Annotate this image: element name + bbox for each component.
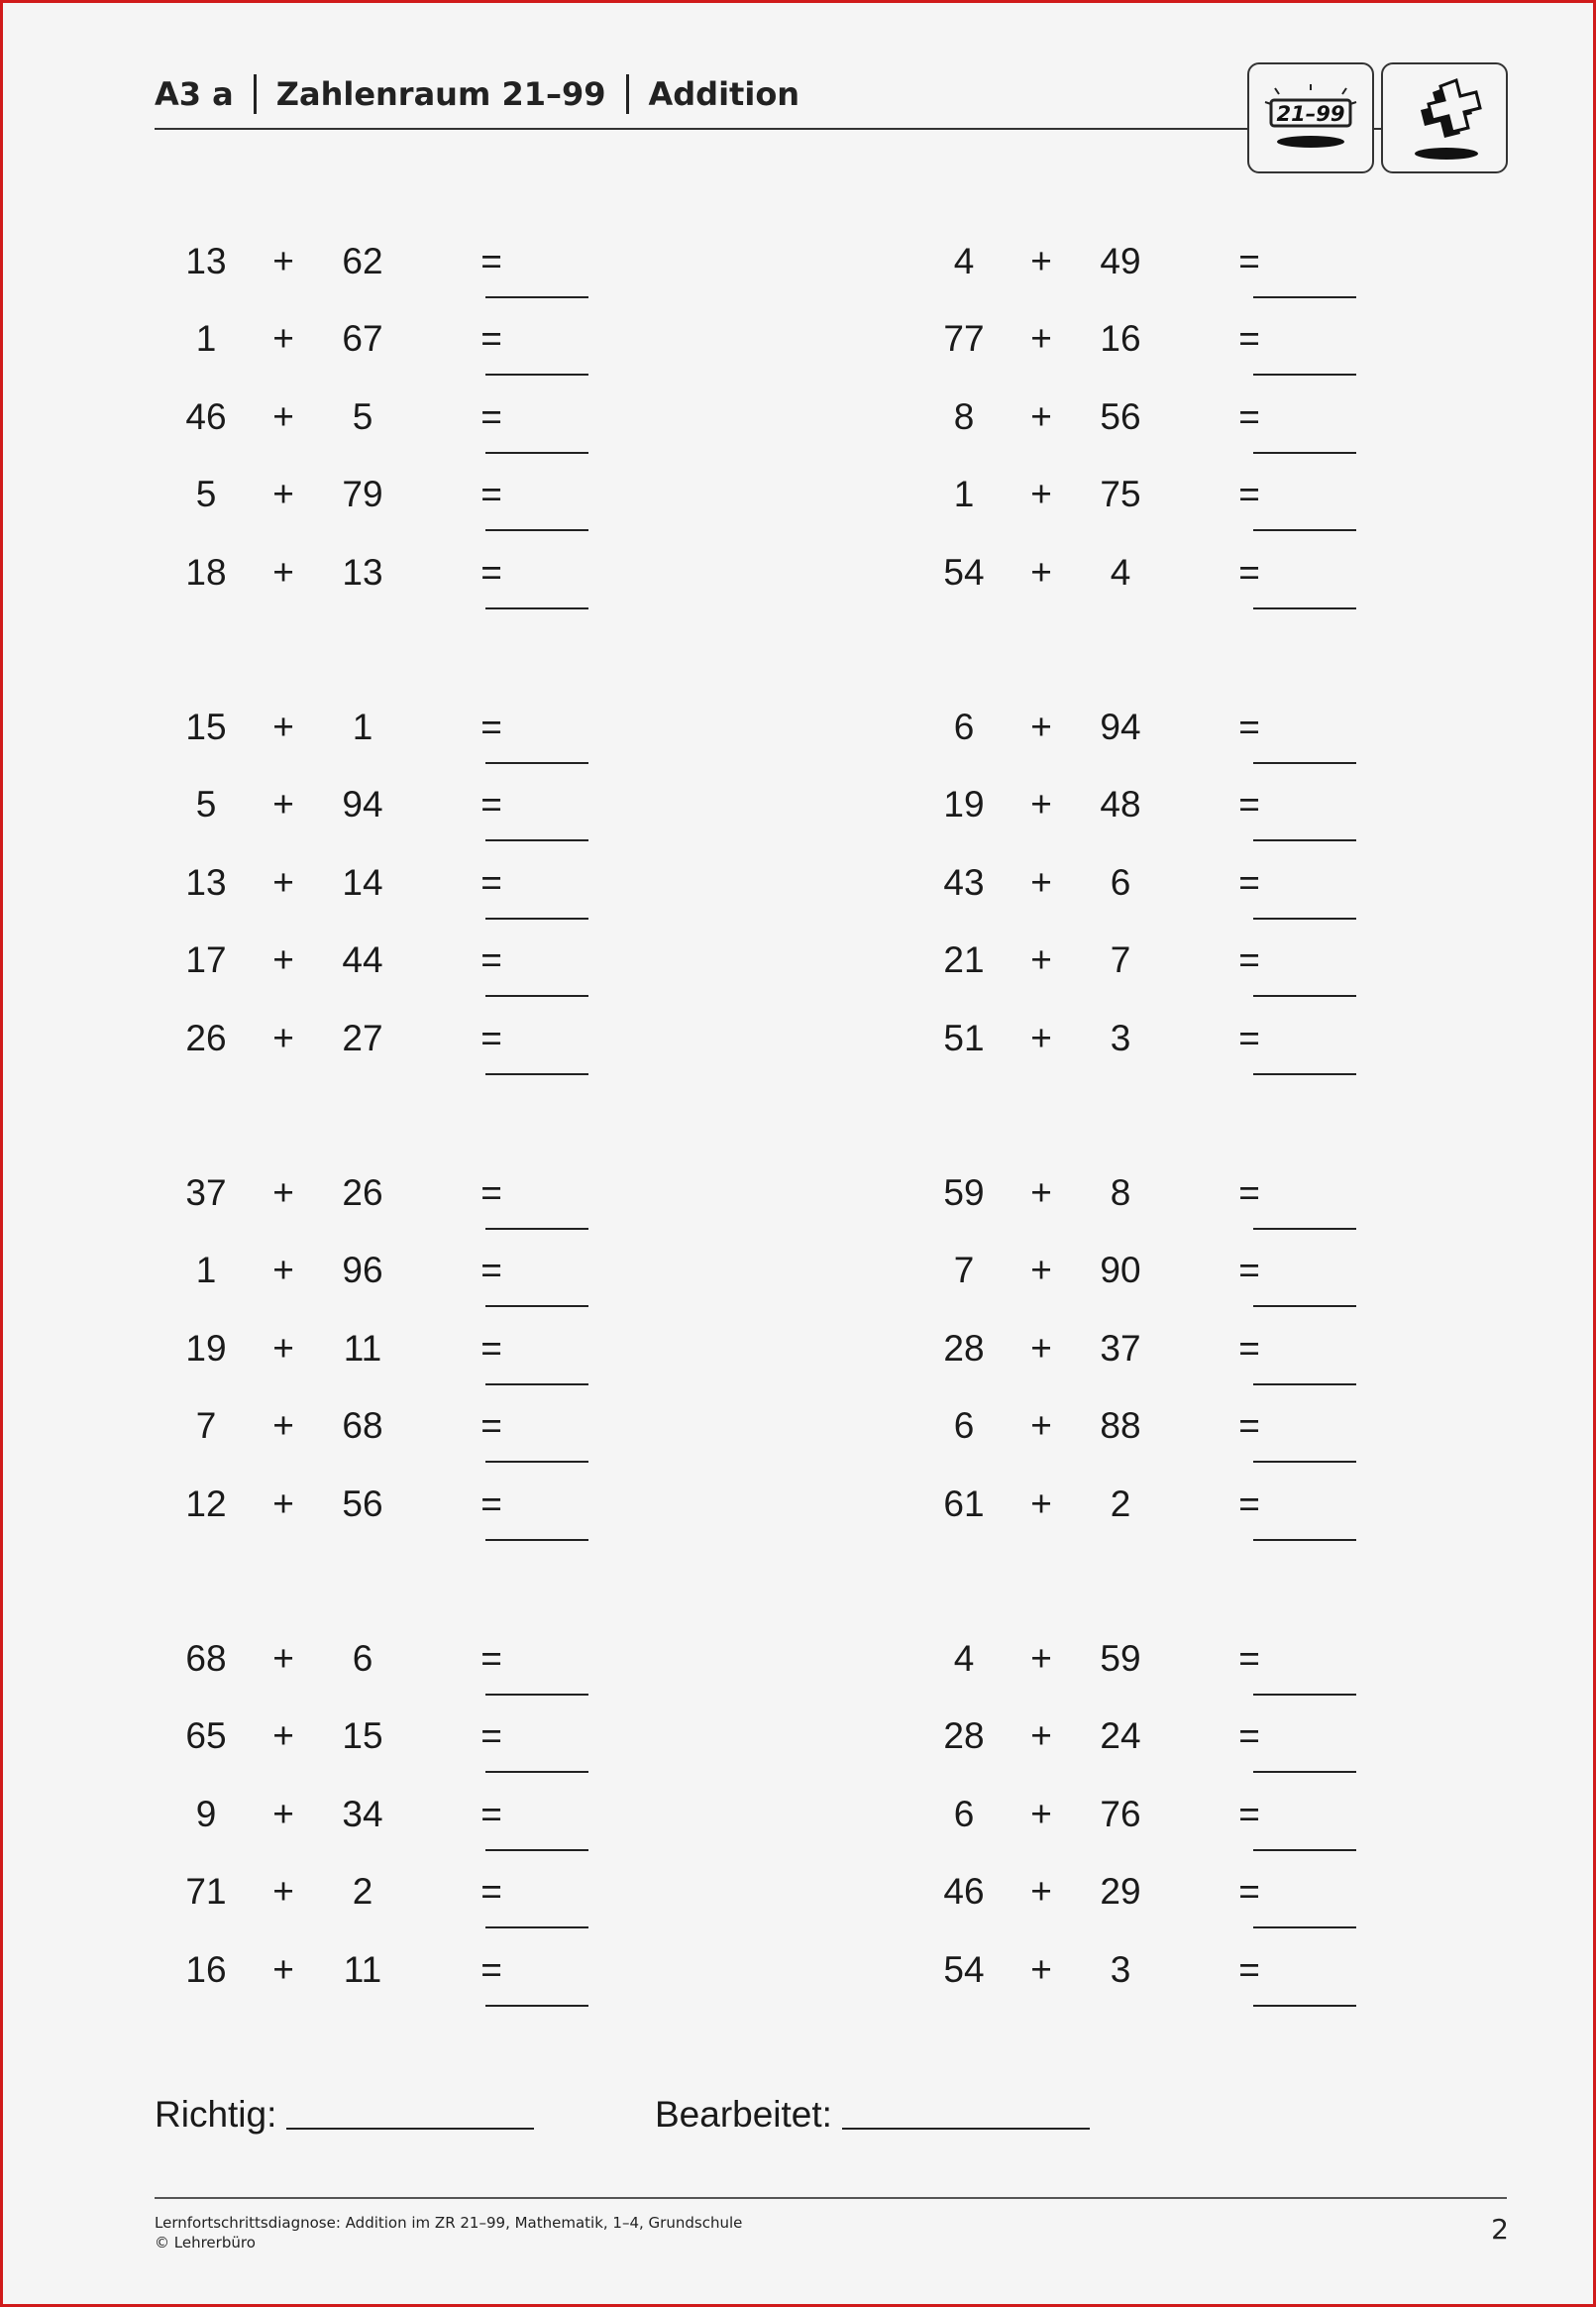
answer-field[interactable] — [1253, 1305, 1356, 1307]
second-addend: 8 — [1110, 1172, 1131, 1213]
addition-task — [166, 309, 602, 369]
done-label: Bearbeitet: — [655, 2094, 832, 2135]
second-addend: 34 — [342, 1794, 383, 1834]
answer-field[interactable] — [485, 2005, 588, 2007]
addition-task — [166, 931, 602, 990]
first-addend: 12 — [185, 1483, 227, 1524]
plus-sign: + — [272, 707, 294, 747]
equals-sign: = — [1238, 1638, 1260, 1679]
equals-sign: = — [1238, 784, 1260, 824]
second-addend: 44 — [342, 939, 383, 980]
plus-sign: + — [272, 396, 294, 437]
first-addend: 1 — [195, 318, 217, 359]
first-addend: 71 — [185, 1871, 227, 1912]
first-addend: 65 — [185, 1715, 227, 1756]
plus-sign: + — [272, 1018, 294, 1058]
second-addend: 24 — [1100, 1715, 1141, 1756]
plus-sign: + — [1030, 552, 1052, 593]
second-addend: 76 — [1100, 1794, 1141, 1834]
equals-sign: = — [1238, 939, 1260, 980]
plus-sign: + — [272, 241, 294, 281]
first-addend: 13 — [185, 241, 227, 281]
addition-task — [924, 775, 1360, 834]
equals-sign: = — [480, 939, 502, 980]
equals-sign: = — [480, 396, 502, 437]
equals-sign: = — [480, 784, 502, 824]
equals-sign: = — [1238, 552, 1260, 593]
answer-field[interactable] — [485, 529, 588, 531]
second-addend: 79 — [342, 474, 383, 514]
correct-summary — [155, 2094, 534, 2136]
addition-task — [166, 1163, 602, 1223]
answer-field[interactable] — [1253, 1926, 1356, 1928]
first-addend: 61 — [943, 1483, 985, 1524]
equals-sign: = — [480, 1483, 502, 1524]
addition-task — [166, 1475, 602, 1534]
plus-sign: + — [272, 474, 294, 514]
first-addend: 18 — [185, 552, 227, 593]
second-addend: 15 — [342, 1715, 383, 1756]
footer-credits — [155, 2213, 742, 2252]
addition-task — [924, 931, 1360, 990]
second-addend: 2 — [352, 1871, 373, 1912]
equals-sign: = — [480, 1638, 502, 1679]
plus-sign: + — [272, 862, 294, 903]
addition-task — [166, 232, 602, 291]
done-count-field[interactable] — [842, 2128, 1090, 2130]
addition-task — [924, 1940, 1360, 2000]
answer-field[interactable] — [485, 296, 588, 298]
answer-field[interactable] — [485, 1383, 588, 1385]
footer-rule — [155, 2197, 1507, 2199]
equals-sign: = — [480, 1949, 502, 1990]
second-addend: 68 — [342, 1405, 383, 1446]
addition-task — [924, 309, 1360, 369]
plus-sign: + — [272, 1328, 294, 1369]
second-addend: 2 — [1110, 1483, 1131, 1524]
addition-task — [924, 1396, 1360, 1456]
equals-sign: = — [1238, 474, 1260, 514]
addition-task — [924, 1475, 1360, 1534]
first-addend: 4 — [953, 241, 975, 281]
answer-field[interactable] — [485, 918, 588, 920]
first-addend: 7 — [195, 1405, 217, 1446]
plus-sign: + — [1030, 474, 1052, 514]
plus-sign: + — [272, 1638, 294, 1679]
second-addend: 96 — [342, 1250, 383, 1290]
equals-sign: = — [480, 1172, 502, 1213]
answer-field[interactable] — [1253, 374, 1356, 376]
second-addend: 27 — [342, 1018, 383, 1058]
answer-field[interactable] — [485, 1849, 588, 1851]
plus-sign: + — [272, 1405, 294, 1446]
first-addend: 13 — [185, 862, 227, 903]
answer-field[interactable] — [1253, 607, 1356, 609]
answer-field[interactable] — [485, 1305, 588, 1307]
answer-field[interactable] — [1253, 918, 1356, 920]
plus-sign: + — [1030, 707, 1052, 747]
first-addend: 16 — [185, 1949, 227, 1990]
equals-sign: = — [1238, 1483, 1260, 1524]
equals-sign: = — [1238, 1018, 1260, 1058]
first-addend: 26 — [185, 1018, 227, 1058]
plus-sign: + — [1030, 1328, 1052, 1369]
equals-sign: = — [1238, 318, 1260, 359]
equals-sign: = — [480, 1715, 502, 1756]
answer-field[interactable] — [1253, 452, 1356, 454]
equals-sign: = — [1238, 1328, 1260, 1369]
addition-task — [924, 465, 1360, 524]
equals-sign: = — [1238, 1794, 1260, 1834]
page-number: 2 — [1491, 2213, 1509, 2246]
first-addend: 54 — [943, 552, 985, 593]
plus-sign: + — [1030, 1949, 1052, 1990]
equals-sign: = — [1238, 1949, 1260, 1990]
first-addend: 19 — [185, 1328, 227, 1369]
second-addend: 4 — [1110, 552, 1131, 593]
second-addend: 90 — [1100, 1250, 1141, 1290]
addition-task — [924, 1629, 1360, 1689]
plus-sign: + — [272, 1172, 294, 1213]
first-addend: 59 — [943, 1172, 985, 1213]
first-addend: 28 — [943, 1715, 985, 1756]
first-addend: 9 — [195, 1794, 217, 1834]
plus-sign: + — [272, 1871, 294, 1912]
addition-task — [924, 698, 1360, 757]
addition-task — [924, 853, 1360, 913]
first-addend: 43 — [943, 862, 985, 903]
answer-field[interactable] — [1253, 1539, 1356, 1541]
equals-sign: = — [1238, 1715, 1260, 1756]
plus-sign: + — [1030, 939, 1052, 980]
addition-task — [166, 853, 602, 913]
second-addend: 29 — [1100, 1871, 1141, 1912]
second-addend: 26 — [342, 1172, 383, 1213]
second-addend: 11 — [343, 1328, 382, 1369]
equals-sign: = — [480, 1405, 502, 1446]
first-addend: 8 — [953, 396, 975, 437]
addition-task — [166, 1241, 602, 1300]
second-addend: 94 — [342, 784, 383, 824]
equals-sign: = — [480, 707, 502, 747]
plus-sign: + — [1030, 1405, 1052, 1446]
addition-task — [924, 1241, 1360, 1300]
addition-task — [924, 1862, 1360, 1922]
answer-field[interactable] — [1253, 1694, 1356, 1696]
answer-field[interactable] — [485, 1771, 588, 1773]
plus-sign: + — [272, 1949, 294, 1990]
first-addend: 1 — [953, 474, 975, 514]
answer-field[interactable] — [485, 1539, 588, 1541]
answer-field[interactable] — [1253, 2005, 1356, 2007]
addition-task — [924, 1706, 1360, 1766]
addition-task — [166, 465, 602, 524]
footer-source: Lernfortschrittsdiagnose: Addition im ZR 21–99, Mathematik, 1–4, Grundschule — [155, 2214, 743, 2232]
second-addend: 88 — [1100, 1405, 1141, 1446]
equals-sign: = — [1238, 707, 1260, 747]
plus-sign: + — [1030, 1638, 1052, 1679]
answer-field[interactable] — [1253, 1073, 1356, 1075]
answer-field[interactable] — [485, 839, 588, 841]
second-addend: 16 — [1100, 318, 1141, 359]
first-addend: 46 — [943, 1871, 985, 1912]
plus-sign: + — [1030, 241, 1052, 281]
plus-sign: + — [1030, 1871, 1052, 1912]
plus-sign: + — [272, 1794, 294, 1834]
plus-sign: + — [272, 1715, 294, 1756]
first-addend: 77 — [943, 318, 985, 359]
first-addend: 54 — [943, 1949, 985, 1990]
answer-field[interactable] — [485, 1461, 588, 1463]
plus-sign: + — [272, 1483, 294, 1524]
answer-field[interactable] — [485, 607, 588, 609]
first-addend: 6 — [953, 1794, 975, 1834]
plus-sign: + — [272, 1250, 294, 1290]
second-addend: 94 — [1100, 707, 1141, 747]
correct-label: Richtig: — [155, 2094, 277, 2135]
plus-sign: + — [272, 552, 294, 593]
second-addend: 49 — [1100, 241, 1141, 281]
second-addend: 5 — [352, 396, 373, 437]
addition-task — [924, 1009, 1360, 1068]
equals-sign: = — [480, 1018, 502, 1058]
plus-sign: + — [1030, 1715, 1052, 1756]
answer-field[interactable] — [485, 1073, 588, 1075]
addition-task — [166, 775, 602, 834]
first-addend: 5 — [195, 474, 217, 514]
equals-sign: = — [1238, 241, 1260, 281]
number-range-title: Zahlenraum 21–99 — [275, 75, 606, 113]
equals-sign: = — [480, 1794, 502, 1834]
second-addend: 14 — [342, 862, 383, 903]
second-addend: 7 — [1110, 939, 1131, 980]
addition-task — [166, 1785, 602, 1844]
addition-task — [924, 543, 1360, 603]
second-addend: 3 — [1110, 1018, 1131, 1058]
addition-task — [166, 1009, 602, 1068]
equals-sign: = — [480, 862, 502, 903]
plus-sign: + — [1030, 862, 1052, 903]
plus-sign: + — [272, 318, 294, 359]
equals-sign: = — [480, 1328, 502, 1369]
answer-field[interactable] — [1253, 1771, 1356, 1773]
equals-sign: = — [1238, 1405, 1260, 1446]
first-addend: 1 — [195, 1250, 217, 1290]
equals-sign: = — [1238, 1172, 1260, 1213]
done-summary — [655, 2094, 1090, 2136]
second-addend: 75 — [1100, 474, 1141, 514]
second-addend: 1 — [352, 707, 373, 747]
first-addend: 6 — [953, 707, 975, 747]
first-addend: 21 — [943, 939, 985, 980]
equals-sign: = — [1238, 1871, 1260, 1912]
addition-task — [166, 1629, 602, 1689]
answer-field[interactable] — [485, 452, 588, 454]
first-addend: 68 — [185, 1638, 227, 1679]
equals-sign: = — [480, 241, 502, 281]
second-addend: 37 — [1100, 1328, 1141, 1369]
first-addend: 19 — [943, 784, 985, 824]
first-addend: 5 — [195, 784, 217, 824]
footer-copyright: © Lehrerbüro — [155, 2234, 256, 2252]
answer-field[interactable] — [1253, 1849, 1356, 1851]
addition-task — [924, 1163, 1360, 1223]
answer-field[interactable] — [1253, 839, 1356, 841]
worksheet-code: A3 a — [155, 75, 234, 113]
plus-sign: + — [1030, 396, 1052, 437]
equals-sign: = — [480, 552, 502, 593]
answer-field[interactable] — [1253, 1461, 1356, 1463]
answer-field[interactable] — [485, 1228, 588, 1230]
first-addend: 46 — [185, 396, 227, 437]
answer-field[interactable] — [1253, 1228, 1356, 1230]
addition-task — [166, 387, 602, 447]
addition-task — [166, 1319, 602, 1378]
equals-sign: = — [1238, 1250, 1260, 1290]
equals-sign: = — [480, 1250, 502, 1290]
answer-field[interactable] — [1253, 762, 1356, 764]
first-addend: 17 — [185, 939, 227, 980]
plus-sign: + — [1030, 1794, 1052, 1834]
addition-task — [924, 1319, 1360, 1378]
badge-range-text: 21–99 — [1276, 102, 1345, 126]
addition-task — [924, 1785, 1360, 1844]
plus-sign: + — [272, 939, 294, 980]
answer-field[interactable] — [1253, 529, 1356, 531]
addition-task — [166, 1396, 602, 1456]
answer-field[interactable] — [485, 995, 588, 997]
addition-task — [924, 232, 1360, 291]
addition-task — [166, 1706, 602, 1766]
first-addend: 37 — [185, 1172, 227, 1213]
second-addend: 13 — [342, 552, 383, 593]
second-addend: 56 — [342, 1483, 383, 1524]
plus-sign: + — [1030, 1018, 1052, 1058]
answer-field[interactable] — [485, 374, 588, 376]
plus-sign: + — [1030, 784, 1052, 824]
second-addend: 11 — [343, 1949, 382, 1990]
answer-field[interactable] — [1253, 296, 1356, 298]
second-addend: 67 — [342, 318, 383, 359]
second-addend: 62 — [342, 241, 383, 281]
equals-sign: = — [480, 1871, 502, 1912]
answer-field[interactable] — [485, 1694, 588, 1696]
topic-title: Addition — [648, 75, 800, 113]
equals-sign: = — [480, 318, 502, 359]
equals-sign: = — [1238, 396, 1260, 437]
correct-count-field[interactable] — [286, 2128, 534, 2130]
addition-tasks — [3, 3, 1596, 2064]
equals-sign: = — [1238, 862, 1260, 903]
answer-field[interactable] — [1253, 995, 1356, 997]
first-addend: 6 — [953, 1405, 975, 1446]
second-addend: 48 — [1100, 784, 1141, 824]
first-addend: 28 — [943, 1328, 985, 1369]
answer-field[interactable] — [1253, 1383, 1356, 1385]
first-addend: 15 — [185, 707, 227, 747]
first-addend: 4 — [953, 1638, 975, 1679]
answer-field[interactable] — [485, 1926, 588, 1928]
equals-sign: = — [480, 474, 502, 514]
plus-sign: + — [272, 784, 294, 824]
plus-sign: + — [1030, 318, 1052, 359]
plus-sign: + — [1030, 1483, 1052, 1524]
second-addend: 6 — [352, 1638, 373, 1679]
first-addend: 51 — [943, 1018, 985, 1058]
second-addend: 3 — [1110, 1949, 1131, 1990]
second-addend: 6 — [1110, 862, 1131, 903]
answer-field[interactable] — [485, 762, 588, 764]
addition-task — [166, 1940, 602, 2000]
addition-task — [166, 1862, 602, 1922]
second-addend: 59 — [1100, 1638, 1141, 1679]
addition-task — [166, 543, 602, 603]
addition-task — [924, 387, 1360, 447]
second-addend: 56 — [1100, 396, 1141, 437]
plus-sign: + — [1030, 1250, 1052, 1290]
addition-task — [166, 698, 602, 757]
plus-sign: + — [1030, 1172, 1052, 1213]
first-addend: 7 — [953, 1250, 975, 1290]
